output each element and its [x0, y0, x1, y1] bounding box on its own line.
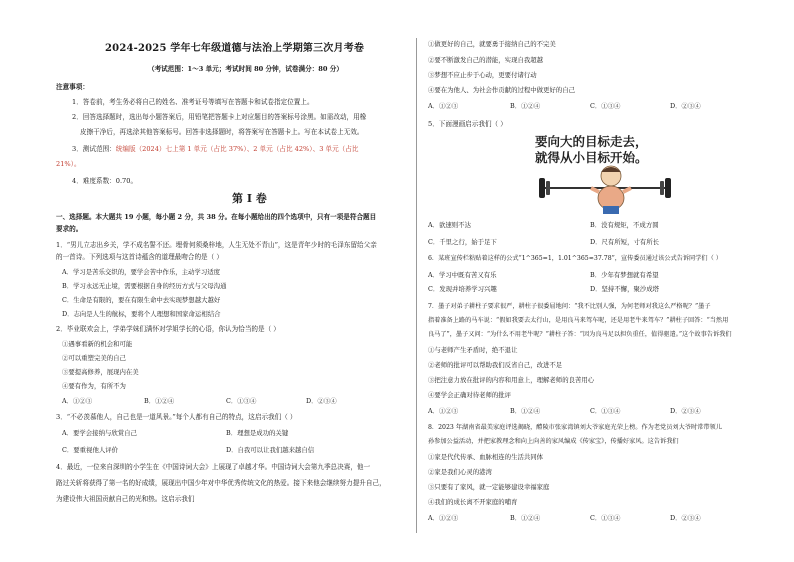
- q7-option-b: B．①②④: [510, 407, 541, 415]
- q5-option-a: A．欲速则不达: [428, 221, 471, 229]
- q1-stem-2: 的一首诗。下列选项与这首诗蕴含的道理最吻合的是（ ）: [56, 253, 223, 261]
- q7-item-1: ①与老师产生矛盾时，绝不退让: [428, 346, 518, 354]
- q4-stem-3: 为建设伟大祖国贡献自己的光和热。这启示我们: [56, 495, 195, 503]
- cartoon-caption-2: 就得从小目标开始。: [535, 150, 648, 165]
- note-3b: 21%）。: [56, 160, 81, 168]
- q7-option-d: D．②③④: [670, 407, 701, 415]
- q5-option-c: C．千里之行，始于足下: [428, 238, 497, 246]
- note-3-range: 统编版（2024）七上第 1 单元（占比 37%）、2 单元（占比 42%）、3 单元（占比: [115, 145, 359, 153]
- q6-option-c: C．发现并培养学习兴趣: [428, 285, 497, 293]
- q8-option-b: B．①②④: [510, 514, 541, 522]
- q3-stem: 3．“不必羡慕他人，自己也是一道风景。”每个人都有自己的特点，这启示我们（ ）: [56, 413, 297, 421]
- q5-option-b: B．没有规矩，不成方圆: [590, 221, 659, 229]
- q7-stem-2: 指着准备上路的马车说：“假如我要去太行山，是用良马来驾车呢，还是用老牛来驾车？”耕柱子回答：“当然用: [428, 317, 729, 324]
- q4-option-c: C．①③④: [590, 102, 621, 110]
- q2-item-3: ③要提高修养，展现内在美: [62, 368, 139, 376]
- q7-option-c: C．①③④: [590, 407, 621, 415]
- note-1: 1．答卷前，考生务必将自己的姓名、准考证号等填写在答题卡和试卷指定位置上。: [72, 98, 314, 106]
- q3-option-c: C．要重视他人评价: [62, 446, 119, 454]
- q6-option-b: B．少年有梦想就有希望: [590, 271, 659, 279]
- page-title: 2024-2025 学年七年级道德与法治上学期第三次月考卷: [105, 43, 365, 54]
- section-juan: 第 I 卷: [232, 192, 267, 205]
- q8-item-2: ②家是我们心灵的港湾: [428, 468, 492, 476]
- section-intro-1: 一、选择题。本大题共 19 小题，每小题 2 分，共 38 分。在每小题给出的四个选项中，只有一项是符合题目: [56, 213, 377, 221]
- q8-stem-1: 8．2023 年湖南省最美家庭评选揭晓，醴陵市张家湾镇刘大爷家庭光荣上榜。作为老党员刘大爷时常带领儿: [428, 424, 722, 431]
- q7-item-2: ②老师的批评可以帮助我们反省自己，改进不足: [428, 361, 563, 369]
- q1-option-b: B．学习永远无止境，需要根据自身的经历方式与父母沟通: [62, 282, 227, 290]
- q1-stem-1: 1．“男儿立志出乡关，学不成名誓不还。埋骨何须桑梓地，人生无处不青山”，这是青年少时的毛泽东留给父亲: [56, 241, 377, 249]
- q2-stem: 2．毕业联欢会上，学弟学妹们满怀对学姐学长的心语，你认为恰当的是（ ）: [56, 325, 280, 333]
- q4-stem-2: 路过关斩将获得了第一名的好成绩，展现出中国少年对中华优秀传统文化的热爱。接下来他会继续努力提升自己，: [56, 479, 386, 487]
- q4-option-d: D．②③④: [670, 102, 701, 110]
- q8-stem-2: 孙参加公益活动，并把家教理念和向上向善的家风编成《传家宝》，传播好家风。这告诉我们: [428, 438, 679, 445]
- q6-option-a: A．学习中既有苦又有乐: [428, 271, 497, 279]
- q5-stem: 5．下面漫画启示我们（ ）: [428, 120, 507, 128]
- q6-option-d: D．坚持不懈，聚沙成塔: [590, 285, 660, 293]
- q3-option-b: B．理想是成功的关键: [226, 429, 289, 437]
- q4-stem-1: 4．最近，一位来自深圳的小学生在《中国诗词大会》上展现了卓越才华。中国诗词大会第九季总决赛，他一: [56, 463, 371, 471]
- q2-item-2: ②可以重塑完美的自己: [62, 354, 126, 362]
- q1-option-d: D．志向是人生的航标，要将个人理想和国家命运相结合: [62, 310, 221, 318]
- section-intro-2: 要求的。: [56, 225, 83, 233]
- q2-option-d: D．②③④: [306, 397, 337, 405]
- q8-option-a: A．①②③: [428, 514, 459, 522]
- q7-item-4: ④要学会正确对待老师的批评: [428, 391, 512, 399]
- q2-item-4: ④要有作为，有所不为: [62, 382, 126, 390]
- column-divider: [416, 38, 417, 533]
- q4-option-a: A．①②③: [428, 102, 459, 110]
- q7-stem-1: 7．墨子对弟子耕柱子要求很严，耕柱子很委屈地问：“我不比别人强，为何老师对我这么严格呢？”墨子: [428, 303, 711, 310]
- q2-option-c: C．①③④: [226, 397, 257, 405]
- q4-item-3: ③梦想不应止步于心动，更要付诸行动: [428, 71, 537, 79]
- notes-heading: 注意事项：: [56, 83, 89, 91]
- q7-option-a: A．①②③: [428, 407, 459, 415]
- q7-item-3: ③把注意力放在批评的内容和用意上，理解老师的良苦用心: [428, 376, 595, 384]
- q7-stem-3: 良马了”，墨子又问：“为什么不用老牛呢？”耕柱子答：“因为良马足以担负重任，值得驱遣。”这个故事告诉我们: [428, 331, 732, 338]
- q8-item-1: ①家是代代传承、血脉相连的生活共同体: [428, 453, 544, 461]
- note-2b: 皮擦干净后，再选涂其他答案标号。回答非选择题时，将答案写在答题卡上。写在本试卷上无效。: [80, 128, 364, 136]
- q4-item-1: ①做更好的自己，就要勇于接纳自己的不完美: [428, 40, 556, 48]
- note-2a: 2．回答选择题时，选出每小题答案后，用铅笔把答题卡上对应题目的答案标号涂黑。如需改动，用橡: [72, 113, 367, 121]
- note-4: 4．难度系数：0.70。: [72, 177, 138, 185]
- q1-option-c: C．生命是有限的，要在有限生命中去实现梦想越大越好: [62, 296, 221, 304]
- q2-option-a: A．①②③: [62, 397, 93, 405]
- exam-scope: （考试范围：1～3 单元；考试时间 80 分钟，试卷满分：80 分）: [148, 65, 343, 73]
- q5-option-d: D．尺有所短，寸有所长: [590, 238, 660, 246]
- q4-option-b: B．①②④: [510, 102, 541, 110]
- q5-cartoon: [535, 126, 680, 216]
- cartoon-caption-1: 要向大的目标走去，: [535, 134, 648, 149]
- q2-option-b: B．①②④: [144, 397, 175, 405]
- weightlifter-illustration: [535, 126, 680, 216]
- q4-item-2: ②要不断激发自己的潜能，实现自我超越: [428, 56, 544, 64]
- q8-item-3: ③只要有了家风，就一定能够建设幸福家庭: [428, 483, 550, 491]
- q1-option-a: A．学习是苦乐交织的，要学会苦中作乐，主动学习适度: [62, 268, 220, 276]
- q3-option-d: D．自我可以让我们越来越自信: [226, 446, 315, 454]
- q2-item-1: ①遇事看新的机会和可能: [62, 340, 133, 348]
- q6-stem: 6．某班宣传栏粘贴着这样的公式“1^365=1，1.01^365≈37.78”，宣传委员通过该公式告诉同学们（ ）: [428, 255, 722, 262]
- q8-option-d: D．②③④: [670, 514, 701, 522]
- note-3a: [72, 145, 358, 154]
- note-3-prefix: 3．测试范围：: [72, 145, 116, 153]
- q8-option-c: C．①③④: [590, 514, 621, 522]
- q8-item-4: ④我们的成长离不开家庭的哺育: [428, 498, 518, 506]
- q4-item-4: ④要在为他人、为社会作贡献的过程中做更好的自己: [428, 86, 575, 94]
- q3-option-a: A．要学会接纳与欣赏自己: [62, 429, 137, 437]
